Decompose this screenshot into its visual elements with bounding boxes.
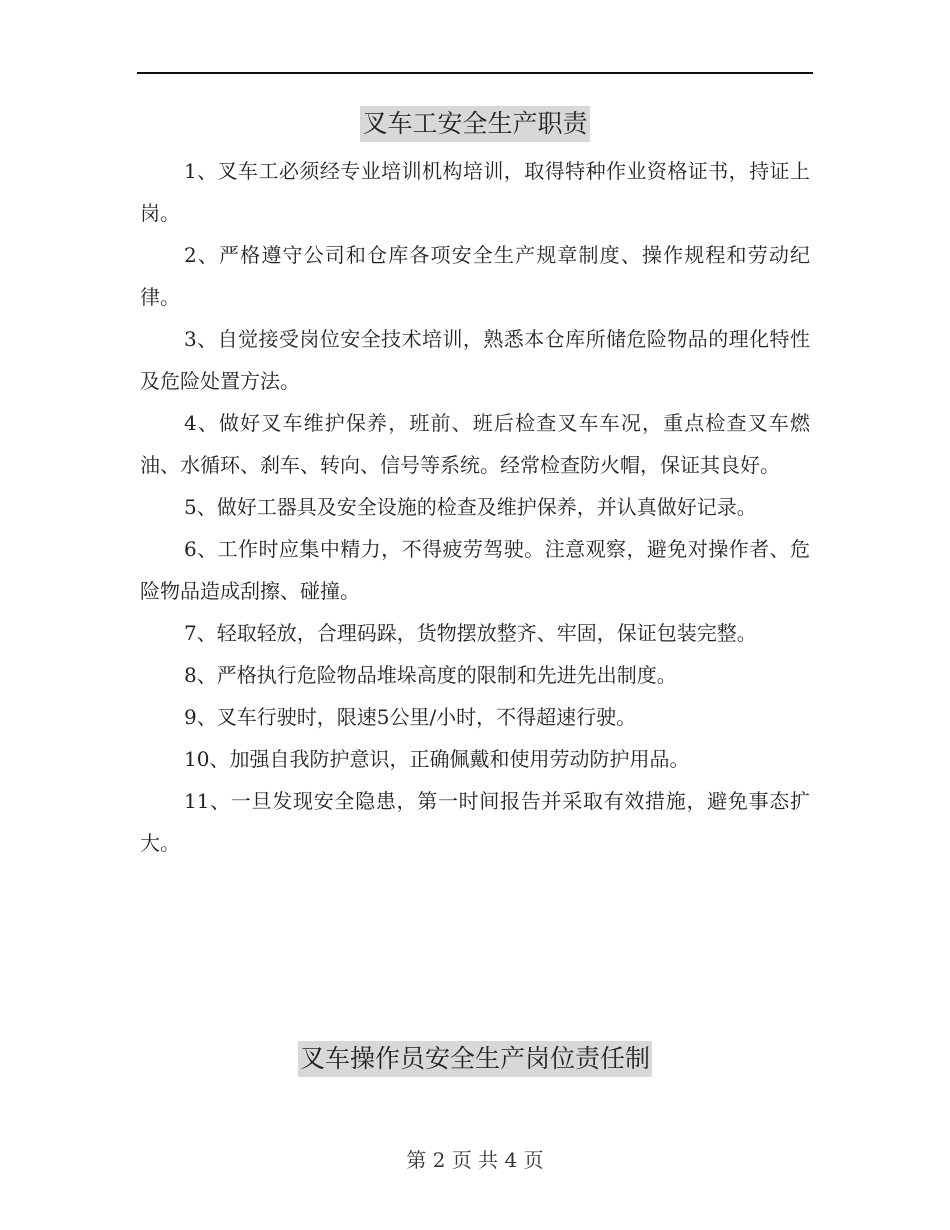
list-item: 9、叉车行驶时，限速5公里/小时，不得超速行驶。 bbox=[184, 705, 637, 729]
next-section-title bbox=[0, 1041, 950, 1077]
list-item: 7、轻取轻放，合理码跺，货物摆放整齐、牢固，保证包装完整。 bbox=[184, 621, 757, 645]
page-number: 第 2 页 共 4 页 bbox=[406, 1148, 544, 1172]
list-item: 6、工作时应集中精力，不得疲劳驾驶。注意观察，避免对操作者、危险物品造成刮擦、碰撞。 bbox=[140, 537, 810, 603]
list-item: 1、叉车工必须经专业培训机构培训，取得特种作业资格证书，持证上岗。 bbox=[140, 159, 810, 225]
section-title-text: 叉车工安全生产职责 bbox=[360, 106, 589, 142]
header-rule bbox=[137, 72, 813, 74]
list-item: 2、严格遵守公司和仓库各项安全生产规章制度、操作规程和劳动纪律。 bbox=[140, 243, 810, 309]
list-item: 8、严格执行危险物品堆垛高度的限制和先进先出制度。 bbox=[184, 663, 677, 687]
list-item: 10、加强自我防护意识，正确佩戴和使用劳动防护用品。 bbox=[184, 747, 690, 771]
list-item: 5、做好工器具及安全设施的检查及维护保养，并认真做好记录。 bbox=[184, 495, 757, 519]
next-section-title-text: 叉车操作员安全生产岗位责任制 bbox=[298, 1041, 652, 1077]
list-item: 4、做好叉车维护保养，班前、班后检查叉车车况，重点检查叉车燃油、水循环、刹车、转向、信号等系统。经常检查防火帽，保证其良好。 bbox=[140, 411, 810, 477]
list-item: 3、自觉接受岗位安全技术培训，熟悉本仓库所储危险物品的理化特性及危险处置方法。 bbox=[140, 327, 810, 393]
section-title bbox=[0, 106, 950, 142]
list-item: 11、一旦发现安全隐患，第一时间报告并采取有效措施，避免事态扩大。 bbox=[140, 789, 810, 855]
responsibility-list bbox=[140, 150, 810, 864]
